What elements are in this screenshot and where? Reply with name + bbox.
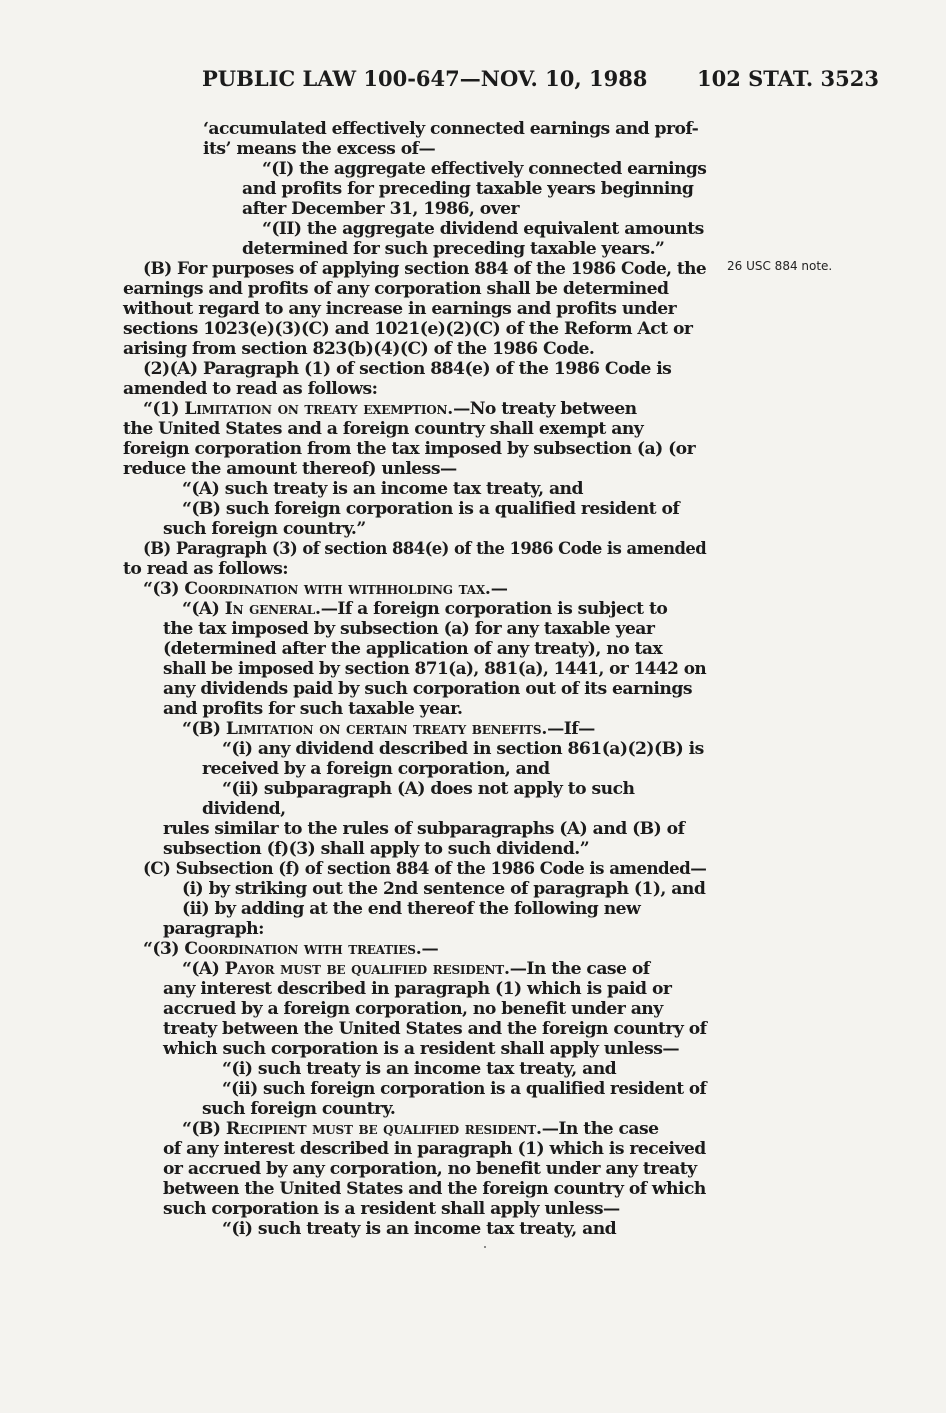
text-line: ‘accumulated effectively connected earnings and prof-: [203, 119, 699, 139]
text-line: [143, 939, 438, 959]
text-line: “(I) the aggregate effectively connected earnings: [262, 159, 707, 179]
scan-speck: [484, 1246, 486, 1248]
text-line: between the United States and the foreign country of which: [163, 1179, 706, 1199]
text-line: rules similar to the rules of subparagraphs (A) and (B) of: [163, 819, 685, 839]
text-line: foreign corporation from the tax imposed by subsection (a) (or: [123, 439, 696, 459]
text-line: dividend,: [202, 799, 286, 819]
text-line: [182, 959, 650, 979]
text-line: determined for such preceding taxable years.”: [242, 239, 665, 259]
text-line: “(II) the aggregate dividend equivalent amounts: [262, 219, 704, 239]
text-span: —: [421, 939, 439, 959]
text-line: such corporation is a resident shall apply unless—: [163, 1199, 620, 1219]
text-span: —In the case: [541, 1119, 659, 1139]
text-line: “(i) any dividend described in section 861(a)(2)(B) is: [222, 739, 704, 759]
text-span: —In the case of: [509, 959, 650, 979]
text-line: [182, 599, 667, 619]
text-line: any dividends paid by such corporation out of its earnings: [163, 679, 692, 699]
text-line: its’ means the excess of—: [203, 139, 436, 159]
text-line: and profits for preceding taxable years beginning: [242, 179, 694, 199]
text-line: after December 31, 1986, over: [242, 199, 520, 219]
text-line: such foreign country.”: [163, 519, 366, 539]
page-number: 102 STAT. 3523: [697, 66, 879, 91]
text-span: “(3): [143, 579, 185, 599]
text-line: received by a foreign corporation, and: [202, 759, 550, 779]
running-header-title: PUBLIC LAW 100-647—NOV. 10, 1988: [202, 66, 648, 91]
text-line: the United States and a foreign country shall exempt any: [123, 419, 644, 439]
text-line: any interest described in paragraph (1) which is paid or: [163, 979, 672, 999]
text-line: “(ii) such foreign corporation is a qualified resident of: [222, 1079, 707, 1099]
text-line: sections 1023(e)(3)(C) and 1021(e)(2)(C) of the Reform Act or: [123, 319, 693, 339]
text-line: the tax imposed by subsection (a) for any taxable year: [163, 619, 655, 639]
text-line: or accrued by any corporation, no benefit under any treaty: [163, 1159, 697, 1179]
text-line: (i) by striking out the 2nd sentence of paragraph (1), and: [182, 879, 706, 899]
text-line: which such corporation is a resident shall apply unless—: [163, 1039, 680, 1059]
text-line: “(B) such foreign corporation is a qualified resident of: [182, 499, 680, 519]
text-line: “(i) such treaty is an income tax treaty, and: [222, 1219, 617, 1239]
text-line: [143, 399, 637, 419]
heading-span: Recipient must be qualified resident.: [225, 1119, 542, 1139]
text-span: —If a foreign corporation is subject to: [320, 599, 668, 619]
text-line: “(i) such treaty is an income tax treaty, and: [222, 1059, 617, 1079]
heading-span: Coordination with withholding tax.: [184, 579, 491, 599]
text-line: subsection (f)(3) shall apply to such dividend.”: [163, 839, 590, 859]
margin-citation: 26 USC 884 note.: [727, 259, 833, 273]
text-line: (ii) by adding at the end thereof the following new: [182, 899, 641, 919]
text-line: “(A) such treaty is an income tax treaty, and: [182, 479, 583, 499]
text-line: (C) Subsection (f) of section 884 of the 1986 Code is amended—: [143, 859, 707, 879]
text-span: “(B): [182, 1119, 226, 1139]
heading-span: Coordination with treaties.: [184, 939, 422, 959]
text-line: (B) Paragraph (3) of section 884(e) of the 1986 Code is amended: [143, 539, 707, 559]
text-span: “(B): [182, 719, 226, 739]
text-span: “(3): [143, 939, 185, 959]
text-line: (2)(A) Paragraph (1) of section 884(e) of the 1986 Code is: [143, 359, 672, 379]
text-span: “(A): [182, 599, 225, 619]
text-line: (determined after the application of any treaty), no tax: [163, 639, 663, 659]
text-span: —: [490, 579, 508, 599]
heading-span: Limitation on certain treaty benefits.: [225, 719, 548, 739]
text-span: “(A): [182, 959, 225, 979]
text-line: [182, 719, 595, 739]
text-line: “(ii) subparagraph (A) does not apply to such: [222, 779, 635, 799]
text-line: treaty between the United States and the foreign country of: [163, 1019, 707, 1039]
text-line: amended to read as follows:: [123, 379, 378, 399]
text-line: (B) For purposes of applying section 884 of the 1986 Code, the: [143, 259, 707, 279]
text-line: such foreign country.: [202, 1099, 396, 1119]
text-line: [182, 1119, 658, 1139]
text-line: earnings and profits of any corporation shall be determined: [123, 279, 669, 299]
text-line: and profits for such taxable year.: [163, 699, 463, 719]
text-line: shall be imposed by section 871(a), 881(a), 1441, or 1442 on: [163, 659, 707, 679]
text-span: “(1): [143, 399, 185, 419]
text-line: paragraph:: [163, 919, 264, 939]
text-span: —If—: [547, 719, 595, 739]
heading-span: Payor must be qualified resident.: [224, 959, 510, 979]
heading-span: Limitation on treaty exemption.: [184, 399, 454, 419]
text-line: of any interest described in paragraph (1) which is received: [163, 1139, 706, 1159]
text-line: arising from section 823(b)(4)(C) of the 1986 Code.: [123, 339, 595, 359]
text-line: [143, 579, 507, 599]
text-line: reduce the amount thereof) unless—: [123, 459, 457, 479]
text-span: —No treaty between: [453, 399, 637, 419]
text-line: without regard to any increase in earnings and profits under: [123, 299, 677, 319]
heading-span: In general.: [224, 599, 321, 619]
text-line: to read as follows:: [123, 559, 289, 579]
text-line: accrued by a foreign corporation, no benefit under any: [163, 999, 663, 1019]
